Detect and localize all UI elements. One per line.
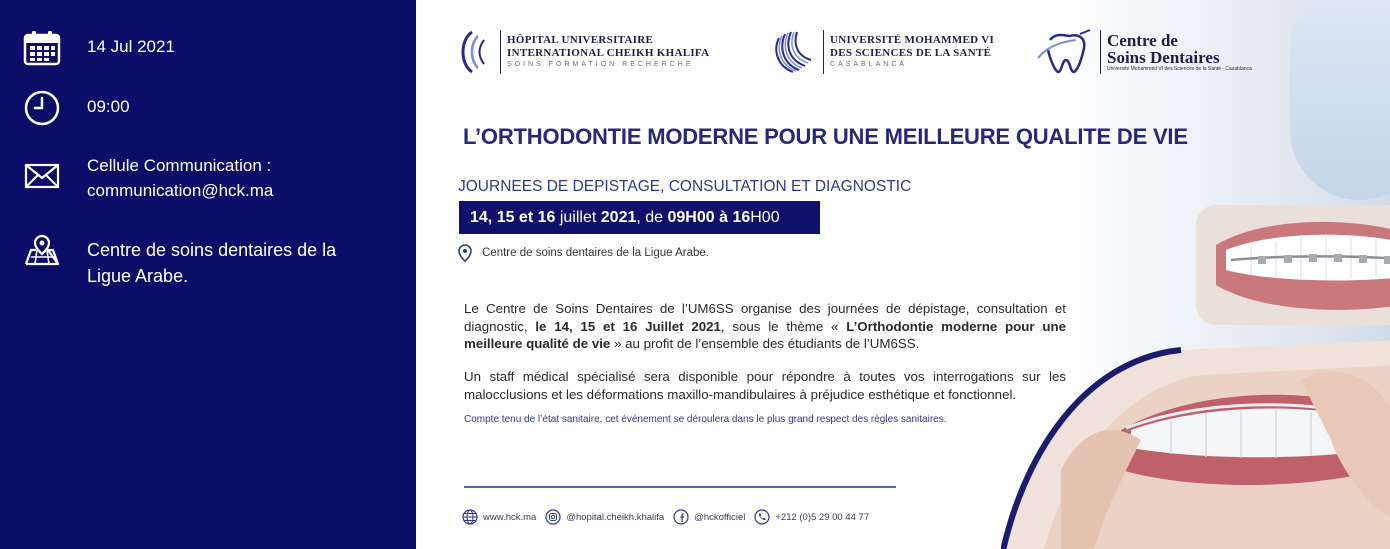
intro-text-c: , sous le thème «: [720, 318, 847, 334]
facebook-text: @hckofficiel: [694, 511, 746, 523]
paragraph-staff: Un staff médical spécialisé sera disponible pour répondre à toutes vos interrogations sur les malocclusions et les déformations maxillo-mandibulaires à préjudice esthétique et fonctionnel.: [464, 369, 1066, 402]
phone-text: +212 (0)5 29 00 44 77: [775, 511, 870, 523]
hck-logo-line-2: INTERNATIONAL CHEIKH KHALIFA: [507, 47, 710, 59]
hck-logo: [456, 28, 709, 76]
banner-days: 14, 15 et 16: [470, 209, 556, 226]
banner-start: 09H00 à 16: [667, 209, 751, 226]
calendar-icon: [22, 28, 62, 68]
location-line-1: Centre de soins dentaires de la: [87, 240, 337, 260]
poster-location: [458, 244, 709, 262]
intro-text-e: » au profit de l’ensemble des étudiants de l’UM6SS.: [610, 336, 920, 351]
banner-end: H00: [750, 209, 780, 226]
contact-email[interactable]: communication@hck.ma: [87, 181, 274, 200]
event-date: 14 Jul 2021: [87, 37, 175, 56]
event-time: 09:00: [87, 97, 130, 116]
um6ss-logo-line-3: CASABLANCA: [830, 61, 908, 68]
dentist-silhouette: [1290, 0, 1390, 200]
poster-location-text: Centre de soins dentaires de la Ligue Arabe.: [482, 247, 709, 259]
location-pin-icon: [458, 244, 472, 262]
paragraph-sanitary-notice: Compte tenu de l’état sanitaire, cet événement se déroulera dans le plus grand respect des règles sanitaires.: [464, 414, 947, 425]
time-row: [22, 88, 130, 128]
location-row: [22, 230, 337, 286]
banner-month: juillet: [555, 209, 601, 226]
contact-instagram[interactable]: [545, 509, 664, 525]
tooth-logo-icon: [1036, 28, 1094, 76]
intro-text-a: Le Centre de Soins Dentaires de l’UM6SS organise des journées de dépistage, consultation et diagnostic,: [464, 301, 1066, 334]
contact-phone[interactable]: [754, 509, 869, 525]
banner-from: , de: [636, 209, 668, 226]
location-line-2: Ligue Arabe.: [87, 266, 189, 286]
contact-department: Cellule Communication :: [87, 156, 272, 175]
paragraph-intro: [464, 300, 1066, 353]
poster-subheading: JOURNEES DE DEPISTAGE, CONSULTATION ET DIAGNOSTIC: [458, 178, 912, 195]
footer-divider: [464, 486, 896, 488]
intro-dates: le 14, 15 et 16 Juillet 2021: [535, 318, 721, 334]
csd-logo-line-1: Centre de: [1107, 31, 1178, 50]
contact-facebook[interactable]: [673, 509, 745, 525]
location-text: [87, 237, 336, 289]
hck-logo-divider: [500, 30, 501, 74]
hck-logo-text: [507, 34, 709, 70]
map-pin-icon: [22, 230, 62, 270]
csd-logo-divider: [1100, 30, 1101, 74]
globe-icon: [462, 509, 478, 525]
csd-logo-text: [1107, 32, 1252, 72]
instagram-text: @hopital.cheikh.khalifa: [566, 511, 665, 523]
phone-icon: [754, 509, 770, 525]
um6ss-logo-text: [830, 34, 994, 70]
contact-bar: [462, 509, 878, 525]
banner-year: 2021: [600, 209, 637, 226]
event-info-panel: [0, 0, 416, 549]
hck-logo-line-3: SOINS FORMATION RECHERCHE: [507, 61, 694, 68]
date-row: [22, 28, 175, 68]
instagram-icon: [545, 509, 561, 525]
aligner-photo: [1001, 320, 1390, 549]
contact-text: [87, 153, 273, 203]
csd-logo: [1036, 28, 1252, 76]
clock-icon: [22, 88, 62, 128]
csd-logo-line-2: Soins Dentaires: [1107, 48, 1220, 67]
um6ss-logo-line-2: DES SCIENCES DE LA SANTÉ: [830, 47, 992, 59]
website-text: www.hck.ma: [483, 511, 537, 523]
um6ss-logo-divider: [823, 30, 824, 74]
event-poster: [416, 0, 1390, 549]
date-banner: [459, 201, 820, 234]
um6ss-logo-line-1: UNIVERSITÉ MOHAMMED VI: [830, 34, 995, 46]
poster-headline: L’ORTHODONTIE MODERNE POUR UNE MEILLEURE QUALITE DE VIE: [463, 124, 1188, 149]
facebook-icon: [673, 509, 689, 525]
contact-website[interactable]: [462, 509, 536, 525]
intro-theme: L’Orthodontie moderne pour une meilleure qualité de vie: [464, 318, 1067, 351]
contact-row: [22, 156, 274, 200]
braces-smile-photo: [1196, 205, 1390, 325]
csd-logo-line-3: Université Mohammed VI des Sciences de la Santé - Casablanca: [1107, 66, 1252, 72]
hck-logo-mark-icon: [456, 28, 494, 76]
envelope-icon: [22, 156, 62, 196]
um6ss-logo-mark-icon: [771, 28, 817, 76]
um6ss-logo: [771, 28, 994, 76]
hck-logo-line-1: HÔPITAL UNIVERSITAIRE: [507, 34, 654, 46]
